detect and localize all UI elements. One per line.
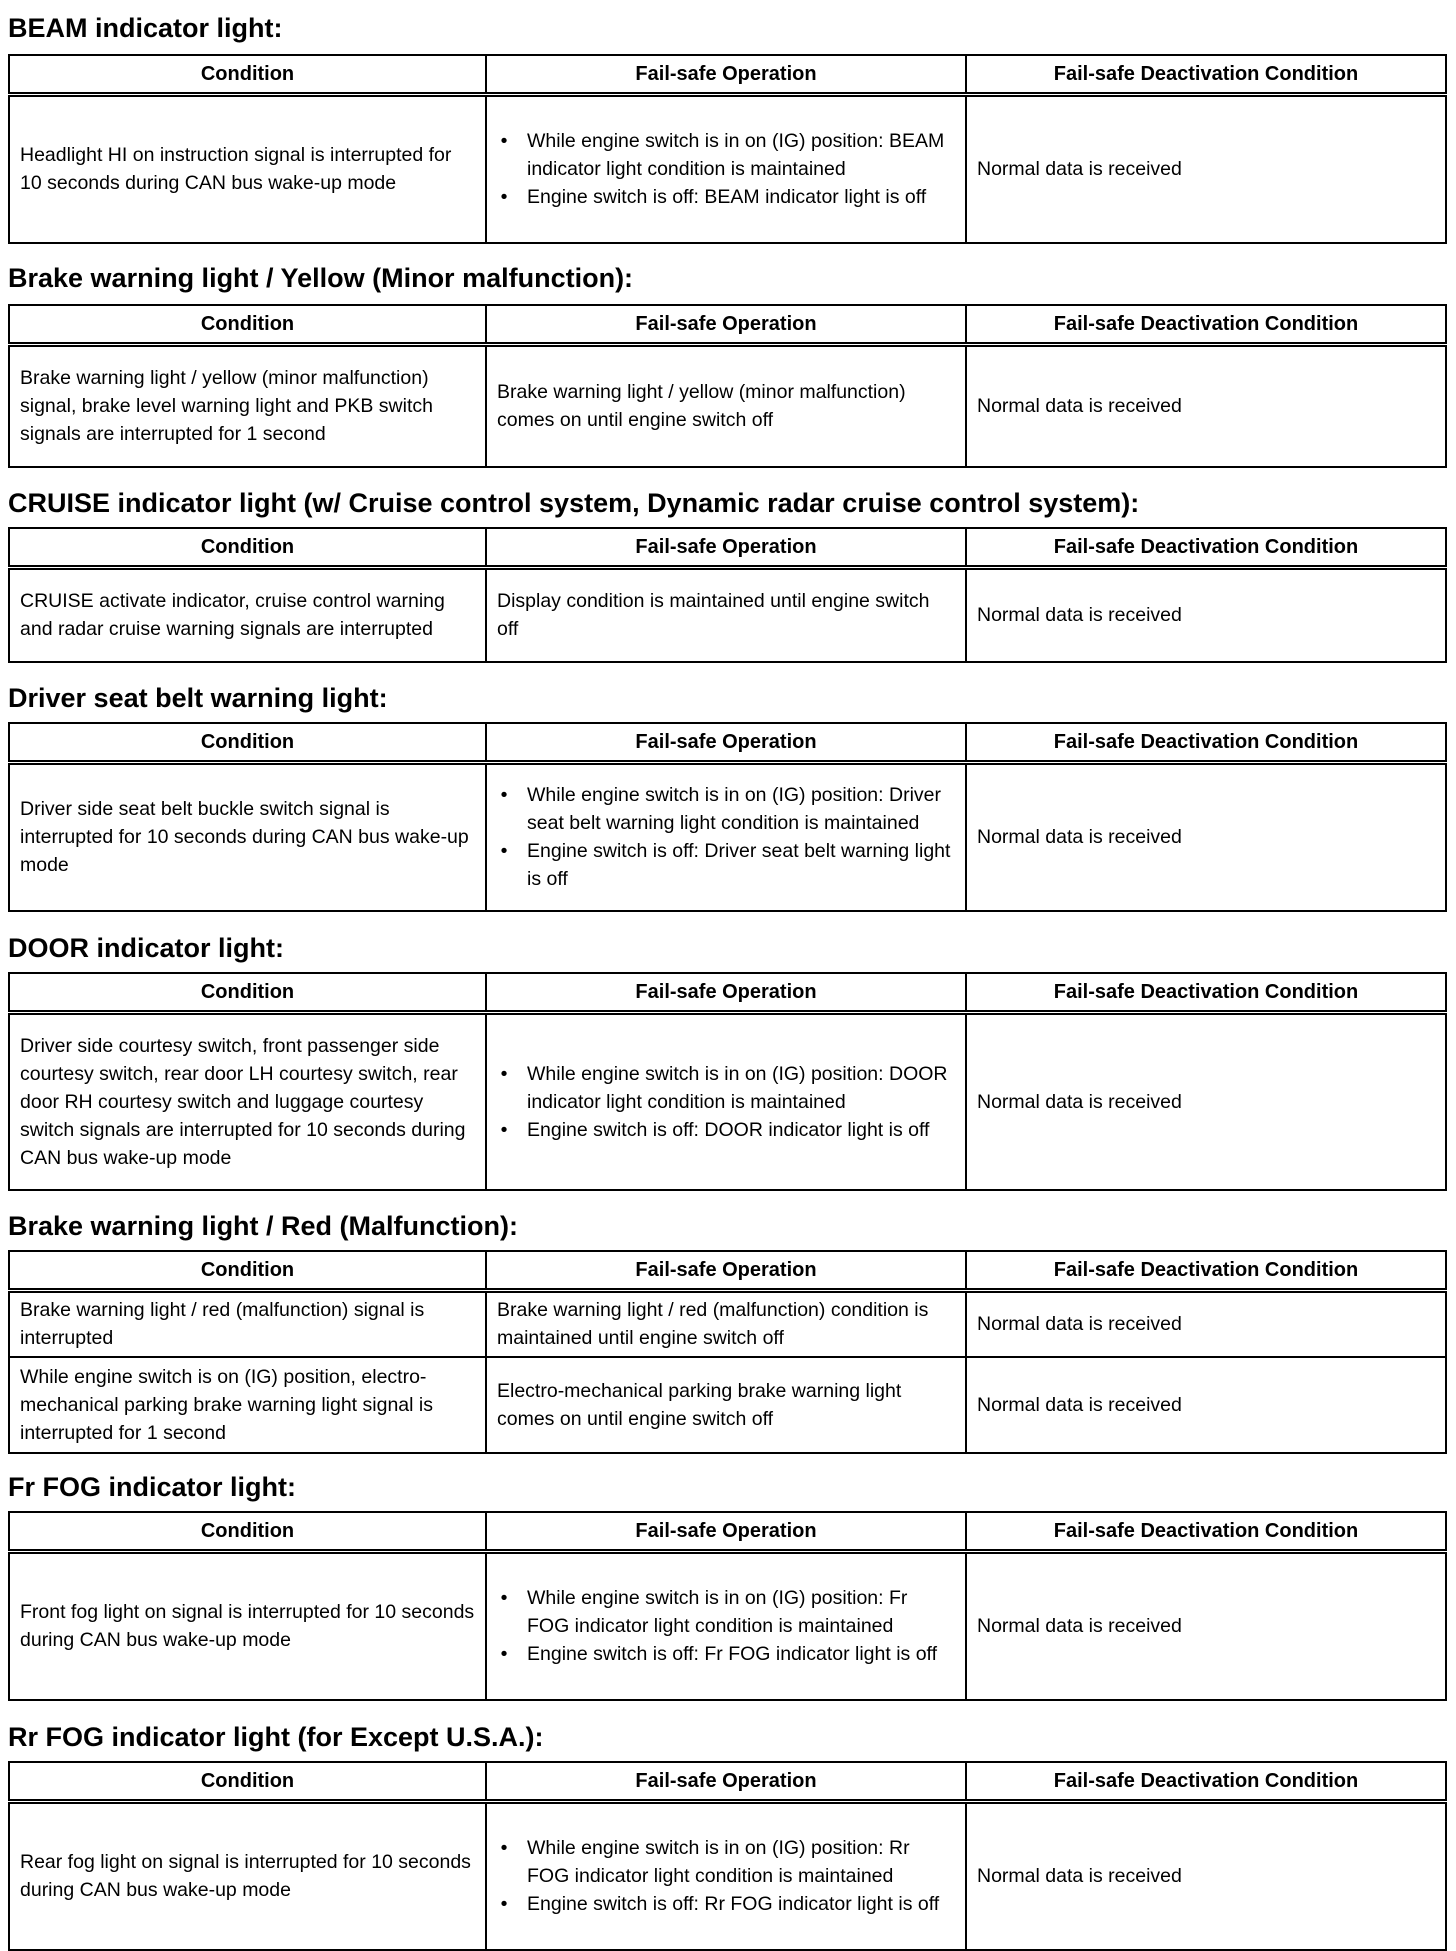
table-row [9, 1013, 1446, 1190]
failsafe-table [8, 1250, 1447, 1454]
header-deactivation: Fail-safe Deactivation Condition [966, 723, 1446, 763]
header-row [9, 723, 1446, 763]
header-operation: Fail-safe Operation [486, 1512, 966, 1552]
operation-bullet-list [497, 1834, 955, 1918]
operation-cell [486, 95, 966, 243]
section-title: DOOR indicator light: [8, 933, 284, 963]
failsafe-table [8, 722, 1447, 912]
header-operation: Fail-safe Operation [486, 305, 966, 345]
table-row [9, 1357, 1446, 1453]
operation-cell [486, 1802, 966, 1950]
header-deactivation: Fail-safe Deactivation Condition [966, 1512, 1446, 1552]
section-title: Driver seat belt warning light: [8, 683, 388, 713]
bullet-item: • Engine switch is off: DOOR indicator light is off [527, 1116, 955, 1144]
table-row [9, 95, 1446, 243]
deactivation-cell: Normal data is received [966, 1013, 1446, 1190]
table-row [9, 568, 1446, 662]
operation-cell [486, 1552, 966, 1700]
condition-cell: Brake warning light / red (malfunction) signal is interrupted [9, 1291, 486, 1357]
table-row [9, 1802, 1446, 1950]
header-operation: Fail-safe Operation [486, 723, 966, 763]
section-title: Fr FOG indicator light: [8, 1472, 296, 1502]
section-title: Rr FOG indicator light (for Except U.S.A.): [8, 1722, 544, 1752]
header-deactivation: Fail-safe Deactivation Condition [966, 973, 1446, 1013]
operation-bullet-list [497, 127, 955, 211]
header-condition: Condition [9, 723, 486, 763]
header-deactivation: Fail-safe Deactivation Condition [966, 1251, 1446, 1291]
header-row [9, 1512, 1446, 1552]
header-operation: Fail-safe Operation [486, 1251, 966, 1291]
header-row [9, 973, 1446, 1013]
operation-cell [486, 763, 966, 911]
deactivation-cell: Normal data is received [966, 568, 1446, 662]
header-row [9, 305, 1446, 345]
header-condition: Condition [9, 55, 486, 95]
header-operation: Fail-safe Operation [486, 528, 966, 568]
condition-cell: Headlight HI on instruction signal is interrupted for 10 seconds during CAN bus wake-up mode [9, 95, 486, 243]
header-condition: Condition [9, 1512, 486, 1552]
header-operation: Fail-safe Operation [486, 1762, 966, 1802]
section-title: Brake warning light / Red (Malfunction): [8, 1211, 519, 1241]
header-row [9, 1251, 1446, 1291]
header-deactivation: Fail-safe Deactivation Condition [966, 1762, 1446, 1802]
failsafe-table [8, 972, 1447, 1191]
operation-cell: Electro-mechanical parking brake warning light comes on until engine switch off [486, 1357, 966, 1453]
deactivation-cell: Normal data is received [966, 1291, 1446, 1357]
failsafe-table [8, 304, 1447, 468]
bullet-item: • Engine switch is off: Rr FOG indicator light is off [527, 1890, 955, 1918]
section-title: BEAM indicator light: [8, 13, 283, 43]
operation-bullet-list [497, 1584, 955, 1668]
header-row [9, 1762, 1446, 1802]
operation-cell: Display condition is maintained until engine switch off [486, 568, 966, 662]
header-operation: Fail-safe Operation [486, 55, 966, 95]
condition-cell: Brake warning light / yellow (minor malfunction) signal, brake level warning light and PKB switch signals are interrupted for 1 second [9, 345, 486, 467]
failsafe-table [8, 1761, 1447, 1951]
bullet-item: • While engine switch is in on (IG) position: Driver seat belt warning light condition is maintained [527, 781, 955, 837]
failsafe-table [8, 54, 1447, 244]
header-condition: Condition [9, 1762, 486, 1802]
operation-bullet-list [497, 781, 955, 893]
condition-cell: Driver side seat belt buckle switch signal is interrupted for 10 seconds during CAN bus wake-up mode [9, 763, 486, 911]
bullet-item: • Engine switch is off: Driver seat belt warning light is off [527, 837, 955, 893]
section-title: Brake warning light / Yellow (Minor malfunction): [8, 263, 634, 293]
condition-cell: Driver side courtesy switch, front passenger side courtesy switch, rear door LH courtesy switch, rear door RH courtesy switch and luggage courtesy switch signals are interrupted for 10 seconds during CAN bus wake-up mode [9, 1013, 486, 1190]
header-row [9, 528, 1446, 568]
failsafe-table [8, 527, 1447, 663]
header-condition: Condition [9, 528, 486, 568]
deactivation-cell: Normal data is received [966, 763, 1446, 911]
header-condition: Condition [9, 305, 486, 345]
table-row [9, 763, 1446, 911]
table-row [9, 1291, 1446, 1357]
bullet-item: • Engine switch is off: BEAM indicator light is off [527, 183, 955, 211]
header-deactivation: Fail-safe Deactivation Condition [966, 55, 1446, 95]
deactivation-cell: Normal data is received [966, 345, 1446, 467]
deactivation-cell: Normal data is received [966, 1357, 1446, 1453]
header-condition: Condition [9, 1251, 486, 1291]
failsafe-table [8, 1511, 1447, 1701]
deactivation-cell: Normal data is received [966, 1552, 1446, 1700]
condition-cell: CRUISE activate indicator, cruise control warning and radar cruise warning signals are interrupted [9, 568, 486, 662]
condition-cell: Rear fog light on signal is interrupted for 10 seconds during CAN bus wake-up mode [9, 1802, 486, 1950]
condition-cell: Front fog light on signal is interrupted for 10 seconds during CAN bus wake-up mode [9, 1552, 486, 1700]
operation-bullet-list [497, 1060, 955, 1144]
operation-cell [486, 1013, 966, 1190]
deactivation-cell: Normal data is received [966, 1802, 1446, 1950]
header-deactivation: Fail-safe Deactivation Condition [966, 528, 1446, 568]
bullet-item: • Engine switch is off: Fr FOG indicator light is off [527, 1640, 955, 1668]
header-operation: Fail-safe Operation [486, 973, 966, 1013]
table-row [9, 345, 1446, 467]
bullet-item: • While engine switch is in on (IG) position: DOOR indicator light condition is maintained [527, 1060, 955, 1116]
header-condition: Condition [9, 973, 486, 1013]
bullet-item: • While engine switch is in on (IG) position: Rr FOG indicator light condition is maintained [527, 1834, 955, 1890]
operation-cell: Brake warning light / yellow (minor malfunction) comes on until engine switch off [486, 345, 966, 467]
bullet-item: • While engine switch is in on (IG) position: BEAM indicator light condition is maintained [527, 127, 955, 183]
section-title: CRUISE indicator light (w/ Cruise control system, Dynamic radar cruise control system): [8, 488, 1140, 518]
header-deactivation: Fail-safe Deactivation Condition [966, 305, 1446, 345]
deactivation-cell: Normal data is received [966, 95, 1446, 243]
condition-cell: While engine switch is on (IG) position, electro-mechanical parking brake warning light signal is interrupted for 1 second [9, 1357, 486, 1453]
table-row [9, 1552, 1446, 1700]
bullet-item: • While engine switch is in on (IG) position: Fr FOG indicator light condition is maintained [527, 1584, 955, 1640]
header-row [9, 55, 1446, 95]
operation-cell: Brake warning light / red (malfunction) condition is maintained until engine switch off [486, 1291, 966, 1357]
